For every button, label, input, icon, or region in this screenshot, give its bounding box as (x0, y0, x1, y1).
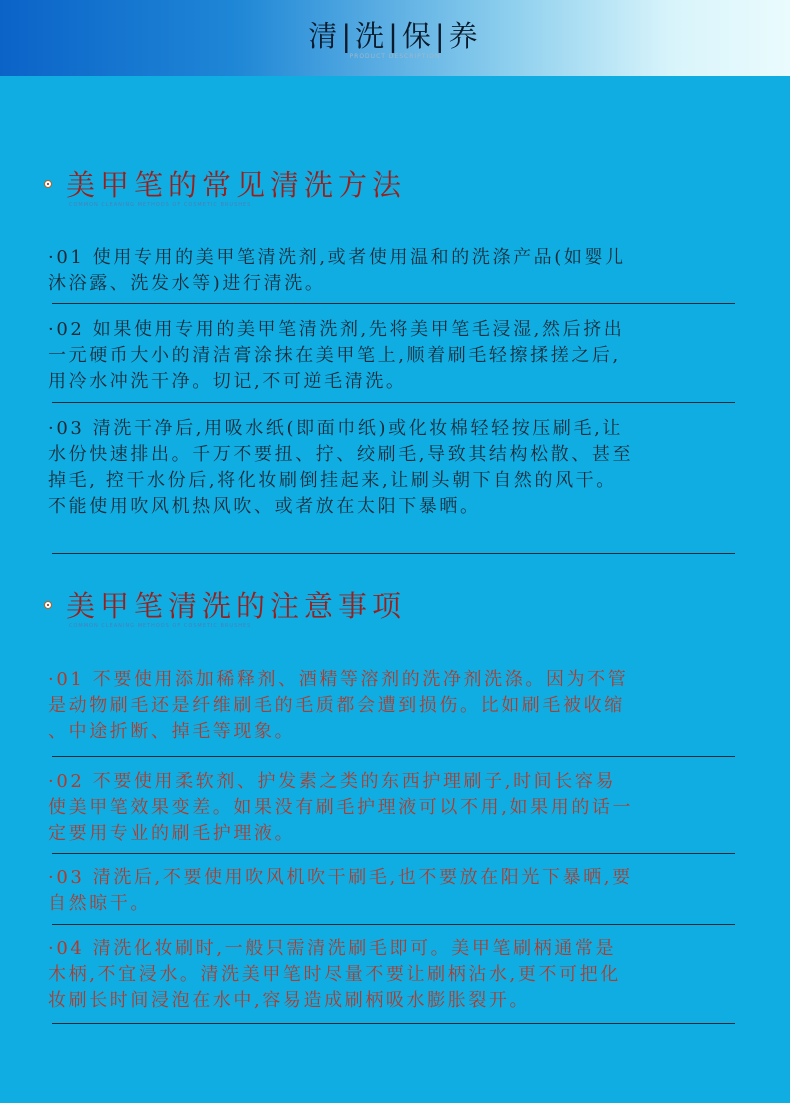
divider (52, 303, 735, 304)
bullet-icon (44, 601, 52, 609)
section-title: 美甲笔的常见清洗方法 (66, 168, 407, 202)
method-item-02: ·02 如果使用专用的美甲笔清洗剂,先将美甲笔毛浸湿,然后挤出 一元硬币大小的清洁膏涂抹在美甲笔上,顺着刷毛轻擦揉搓之后, 用冷水冲洗干净。切记,不可逆毛清洗。 (48, 319, 625, 392)
divider (52, 924, 735, 925)
divider (52, 756, 735, 757)
divider (52, 553, 735, 554)
header-banner (0, 0, 790, 76)
divider (52, 1023, 735, 1024)
precaution-item-02: ·02 不要使用柔软剂、护发素之类的东西护理刷子,时间长容易 使美甲笔效果变差。如果没有刷毛护理液可以不用,如果用的话一 定要用专业的刷毛护理液。 (48, 771, 634, 844)
page-title: 清|洗|保|养 (308, 19, 482, 53)
method-item-01: ·01 使用专用的美甲笔清洗剂,或者使用温和的洗涤产品(如婴儿 沐浴露、洗发水等)进行清洗。 (48, 247, 626, 294)
section-subtitle: COMMON CLEANING METHODS OF COSMETIC BRUSHES (69, 623, 252, 629)
divider (52, 853, 735, 854)
precaution-item-01: ·01 不要使用添加稀释剂、酒精等溶剂的洗净剂洗涤。因为不管 是动物刷毛还是纤维刷毛的毛质都会遭到损伤。比如刷毛被收缩 、中途折断、掉毛等现象。 (48, 669, 629, 742)
page-subtitle: PRODUCT DESCRIPTION (349, 53, 441, 60)
method-item-03: ·03 清洗干净后,用吸水纸(即面巾纸)或化妆棉轻轻按压刷毛,让 水份快速排出。千万不要扭、拧、绞刷毛,导致其结构松散、甚至 掉毛, 控干水份后,将化妆刷倒挂起来,让刷头朝下自然的风干。 不能使用吹风机热风吹、或者放在太阳下暴晒。 (48, 418, 634, 517)
section-subtitle: COMMON CLEANING METHODS OF COSMETIC BRUSHES (69, 202, 252, 208)
precaution-item-04: ·04 清洗化妆刷时,一般只需清洗刷毛即可。美甲笔刷柄通常是 木柄,不宜浸水。清洗美甲笔时尽量不要让刷柄沾水,更不可把化 妆刷长时间浸泡在水中,容易造成刷柄吸水膨胀裂开。 (48, 938, 621, 1011)
bullet-icon (44, 180, 52, 188)
section-title: 美甲笔清洗的注意事项 (66, 589, 407, 623)
precaution-item-03: ·03 清洗后,不要使用吹风机吹干刷毛,也不要放在阳光下暴晒,要 自然晾干。 (48, 867, 633, 914)
divider (52, 402, 735, 403)
